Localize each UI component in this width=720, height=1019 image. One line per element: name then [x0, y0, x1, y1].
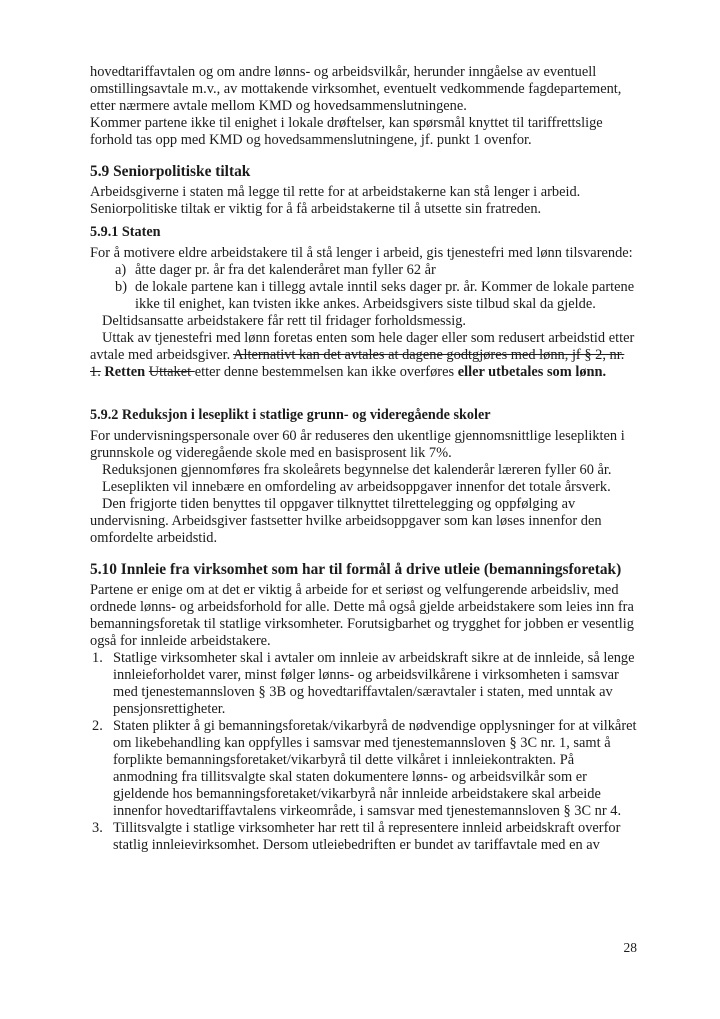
- page-number: 28: [623, 940, 637, 955]
- text-run: etter denne bestemmelsen kan ikke overføres: [194, 364, 458, 380]
- text-run: Arbeidsgiverne i staten må legge til rette for at arbeidstakerne kan stå lenger i arbeid. Seniorpolitiske tiltak er viktig for å få arbeidstakerne til å utsette sin fratreden.: [90, 184, 581, 217]
- text-run: åtte dager pr. år fra det kalenderåret man fyller 62 år: [135, 262, 436, 278]
- text-run: For undervisningspersonale over 60 år reduseres den ukentlige gjennomsnittlige leseplikten i grunnskole og videregående skole med en basisprosent lik 7%.: [90, 428, 625, 461]
- list-item-marker: b): [115, 279, 127, 295]
- text-run: hovedtariffavtalen og om andre lønns- og arbeidsvilkår, herunder inngåelse av eventuell omstillingsavtale m.v., av mottakende virksomhet, eventuelt vedkommende fagdepartement, etter nærmere avtale mellom KMD og hovedsammenslutningene.: [90, 64, 622, 114]
- text-run: 5.9.1 Staten: [90, 224, 161, 240]
- document-content: [90, 64, 638, 854]
- list-item-text: [113, 820, 620, 853]
- paragraph-parttime: [90, 313, 638, 330]
- text-run: Tillitsvalgte i statlige virksomheter har rett til å representere innleid arbeidskraft overfor statlig innleievirksomhet. Dersom utleiebedriften er bundet av tariffavtale med en av: [113, 820, 621, 853]
- text-run: Reduksjonen gjennomføres fra skoleårets begynnelse det kalenderår læreren fyller 60 år.: [102, 462, 612, 478]
- list-item: [90, 279, 638, 313]
- bold-text: Retten: [104, 364, 146, 380]
- list-item-text: [135, 279, 634, 312]
- list-item-text: [113, 650, 635, 717]
- list-senior-days: [90, 262, 638, 313]
- continued-indented-paragraph: [90, 64, 638, 115]
- text-run: Leseplikten vil innebære en omfordeling av arbeidsoppgaver innenfor det totale årsverk.: [102, 479, 611, 495]
- text-run: 5.9.2 Reduksjon i leseplikt i statlige grunn- og videregående skoler: [90, 407, 491, 423]
- text-run: Deltidsansatte arbeidstakere får rett til fridager forholdsmessig.: [102, 313, 467, 329]
- list-item-marker: 1.: [92, 650, 103, 666]
- list-item: [90, 820, 638, 854]
- list-item-text: [135, 262, 436, 278]
- section-heading-5-10: [90, 560, 638, 580]
- paragraph-reduksjon: [90, 462, 638, 479]
- paragraph-omfordeling: [90, 479, 638, 496]
- paragraph-local-disputes: [90, 115, 638, 149]
- section-heading-5-9-2: [90, 407, 638, 424]
- list-item-marker: 3.: [92, 820, 103, 836]
- list-item-marker: 2.: [92, 718, 103, 734]
- struck-text: Uttaket: [148, 364, 195, 380]
- text-run: Statlige virksomheter skal i avtaler om innleie av arbeidskraft sikre at de innleide, så lenge innleieforholdet varer, minst følger lønns- og arbeidsvilkårene i virksomheten i samsvar med tjenestemannsloven § 3B og hovedtariffavtalen/særavtaler i staten, med unntak av pensjonsrettigheter.: [113, 650, 635, 717]
- list-innleie-rules: [90, 650, 638, 854]
- text-run: 5.9 Seniorpolitiske tiltak: [90, 163, 251, 180]
- list-item-text: [113, 718, 637, 819]
- paragraph-uttak-revision: [90, 330, 638, 381]
- text-run: Partene er enige om at det er viktig å arbeide for et seriøst og velfungerende arbeidsliv, med ordnede lønns- og arbeidsforhold for alle. Dette må også gjelde arbeidstakere som leies inn fra bemanningsforetak til statlige virksomheter. Forutsigbarhet og trygghet for jobben er vesentlig også for innleide arbeidstakere.: [90, 582, 634, 649]
- text-run: Uttak av tjenestefri med lønn foretas enten som hele dager eller som redusert arbeidstid etter avtale med arbeidsgiver.: [90, 330, 635, 363]
- list-item: [90, 650, 638, 718]
- section-heading-5-9-1: [90, 224, 638, 241]
- list-item: [90, 262, 638, 279]
- text-run: For å motivere eldre arbeidstakere til å stå lenger i arbeid, gis tjenestefri med lønn tilsvarende:: [90, 245, 633, 261]
- section-heading-5-9: [90, 162, 638, 182]
- bold-text: eller utbetales som lønn.: [457, 364, 607, 380]
- text-run: de lokale partene kan i tillegg avtale inntil seks dager pr. år. Kommer de lokale partene ikke til enighet, kan tvisten ikke ankes. Arbeidsgivers siste tilbud skal da gjelde.: [135, 279, 635, 312]
- paragraph-senior-intro: [90, 184, 638, 218]
- list-item: [90, 718, 638, 820]
- paragraph-staten-intro: [90, 245, 638, 262]
- text-run: Staten plikter å gi bemanningsforetak/vikarbyrå de nødvendige opplysninger for at vilkåret om likebehandling kan oppfylles i samsvar med tjenestemannsloven § 3C nr. 1, samt å forplikte bemanningsforetaket/vikarbyrå til dette vilkåret i innleiekontrakten. På anmodning fra tillitsvalgte skal staten dokumentere lønns- og arbeidsvilkår som er gjeldende hos bemanningsforetaket/vikarbyrå når innleide arbeidstakere skal arbeide innenfor hovedtariffavtalens virkeområde, i samsvar med tjenestemannsloven § 3C nr 4.: [113, 718, 637, 819]
- list-item-marker: a): [115, 262, 127, 278]
- paragraph-frigjort-tid: [90, 496, 638, 547]
- text-run: 5.10 Innleie fra virksomhet som har til formål å drive utleie (bemanningsforetak): [90, 561, 622, 578]
- text-run: Den frigjorte tiden benyttes til oppgaver tilknyttet tilrettelegging og oppfølging av undervisning. Arbeidsgiver fastsetter hvilke arbeidsoppgaver som kan løses innenfor den omfordelte arbeidstid.: [90, 496, 602, 546]
- text-run: Kommer partene ikke til enighet i lokale drøftelser, kan spørsmål knyttet til tariffrettslige forhold tas opp med KMD og hovedsammenslutningene, jf. punkt 1 ovenfor.: [90, 115, 603, 148]
- paragraph-leseplikt-intro: [90, 428, 638, 462]
- paragraph-innleie-intro: [90, 582, 638, 650]
- struck-text: Alternativt kan det avtales at dagene godtgjøres med lønn, jf § 2, nr. 1.: [90, 347, 625, 380]
